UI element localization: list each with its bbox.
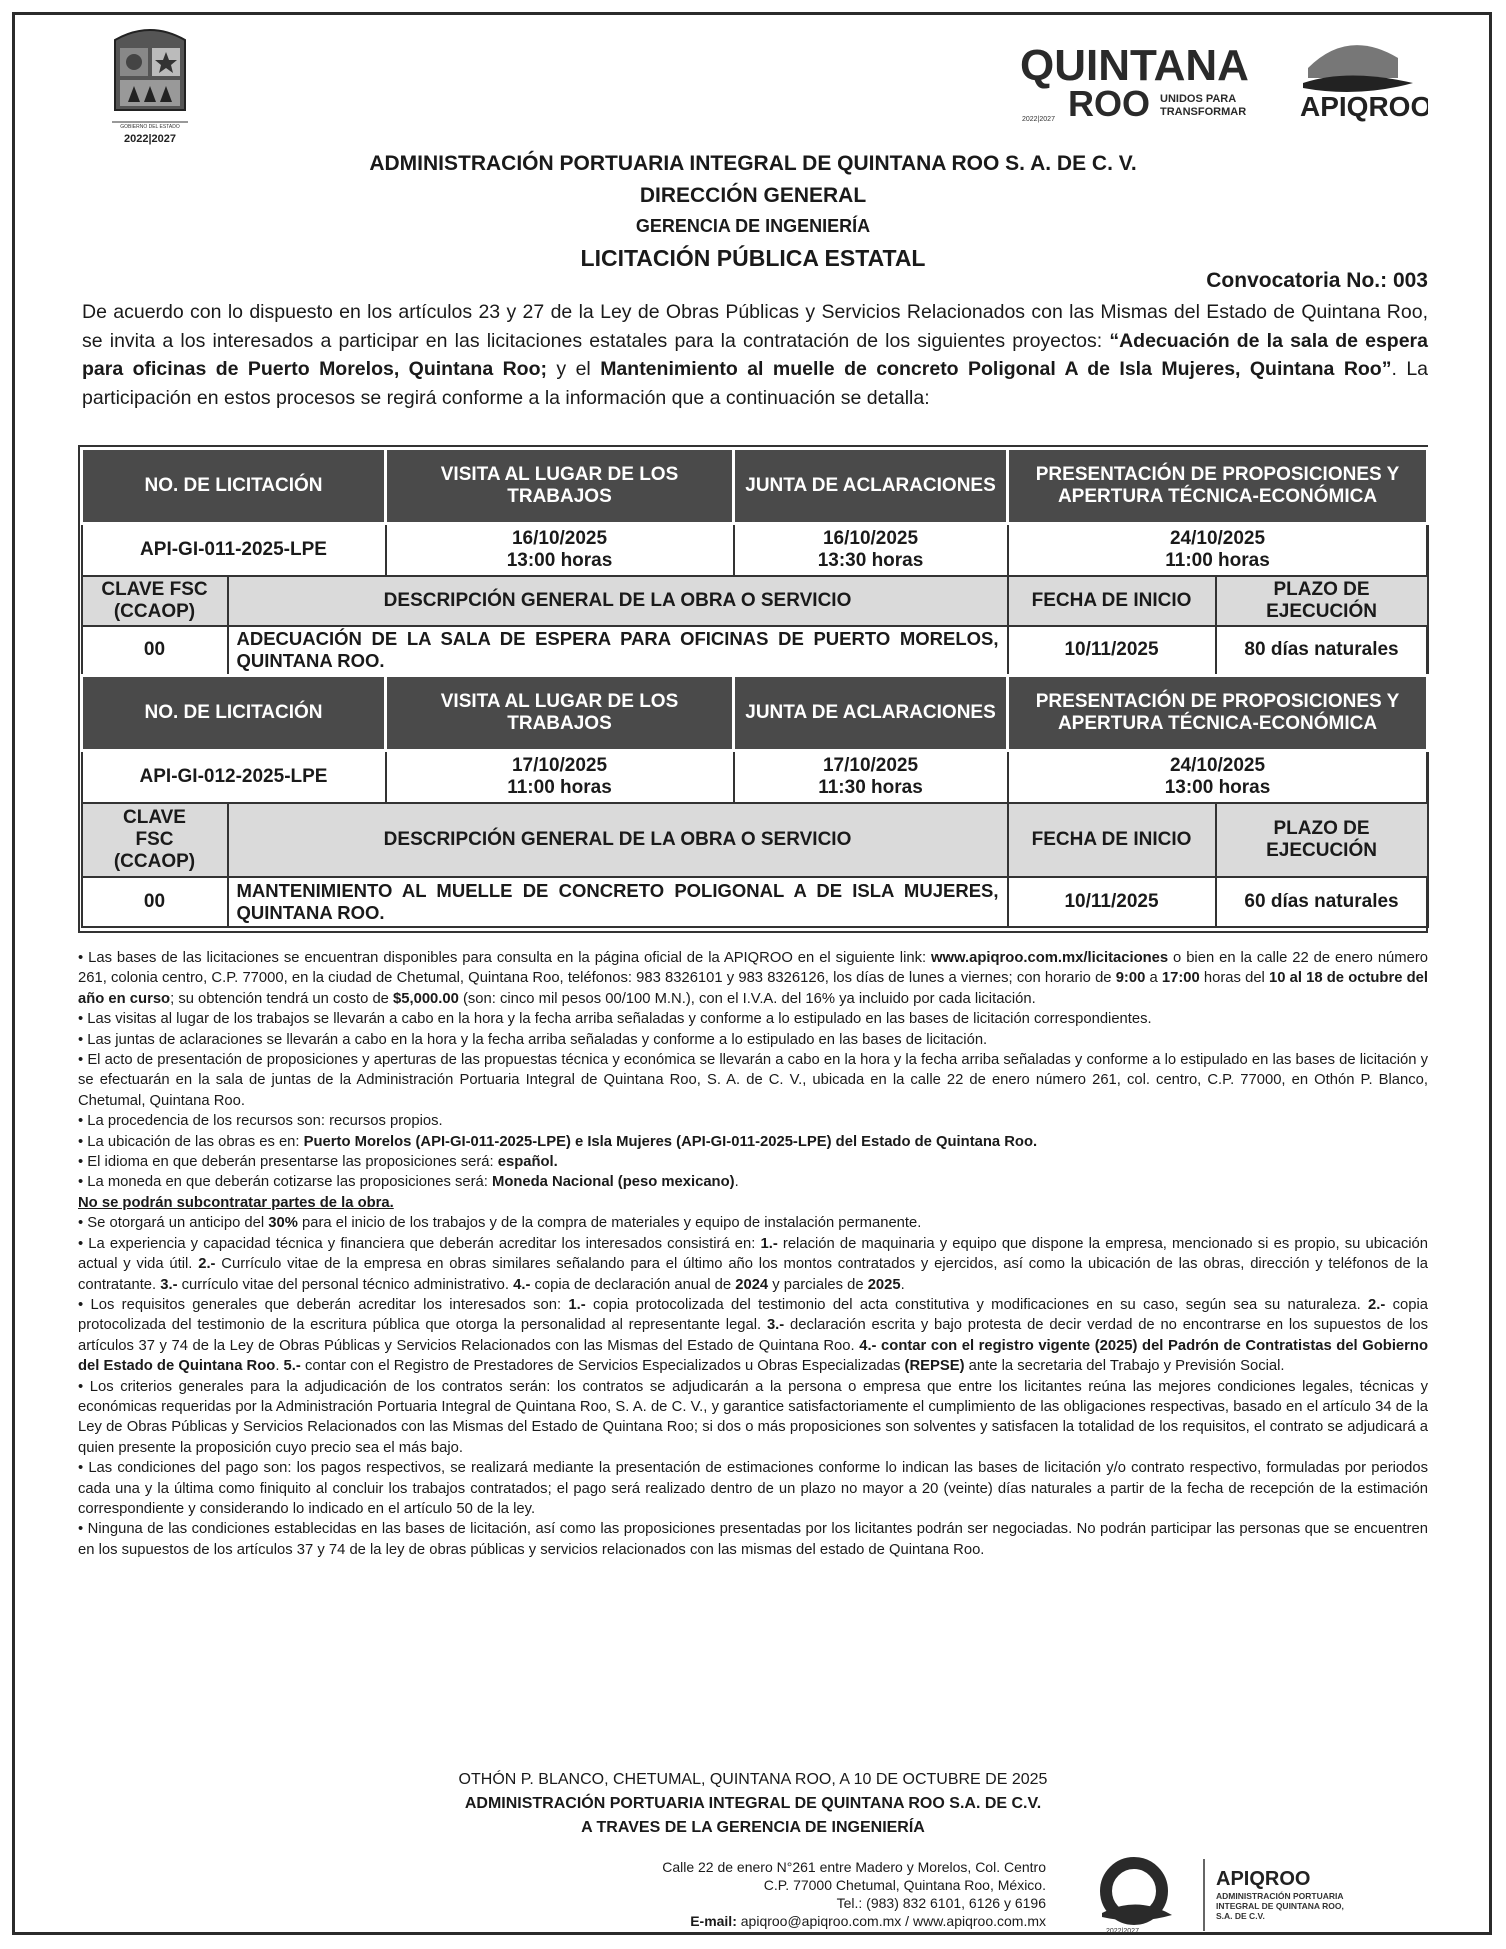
header-fecha-inicio: FECHA DE INICIO bbox=[1008, 576, 1216, 626]
junta-cell bbox=[734, 751, 1008, 803]
note-bold: 3.- bbox=[766, 1317, 785, 1334]
licitacion-number: API-GI-011-2025-LPE bbox=[82, 524, 386, 576]
note-bold: 2024 bbox=[735, 1276, 769, 1293]
email-label: E-mail: bbox=[690, 1913, 741, 1929]
clave-value: 00 bbox=[82, 626, 228, 676]
visita-fecha: 16/10/2025 bbox=[511, 527, 608, 549]
note-text: . bbox=[734, 1174, 739, 1191]
header-clave: CLAVE FSC (CCAOP) bbox=[82, 576, 228, 626]
note-subcontratar bbox=[78, 1193, 1428, 1213]
presentacion-fecha: 24/10/2025 bbox=[1169, 527, 1266, 549]
note-bold: Puerto Morelos (API-GI-011-2025-LPE) e Isla Mujeres (API-GI-011-2025-LPE) del Estado de Quintana Roo. bbox=[303, 1133, 1038, 1150]
note-bold: español. bbox=[497, 1154, 558, 1171]
fecha-inicio-value: 10/11/2025 bbox=[1008, 877, 1216, 927]
note-experiencia bbox=[78, 1234, 1428, 1295]
roo-wordmark: ROO bbox=[1068, 83, 1151, 124]
note-bold: (REPSE) bbox=[904, 1358, 965, 1375]
note-text: y parciales de bbox=[768, 1276, 868, 1293]
note-text: copia de declaración anual de bbox=[530, 1276, 736, 1293]
note-text: • La experiencia y capacidad técnica y financiera que deberán acreditar los interesados consistirá en: bbox=[78, 1235, 761, 1252]
note-bold: 30% bbox=[268, 1215, 298, 1232]
note-bold: $5,000.00 bbox=[393, 990, 459, 1007]
footer-via: A TRAVES DE LA GERENCIA DE INGENIERÍA bbox=[581, 1819, 925, 1836]
header-junta: JUNTA DE ACLARACIONES bbox=[734, 449, 1008, 524]
note-bold: 2.- bbox=[1368, 1296, 1386, 1313]
intro-paragraph bbox=[82, 298, 1428, 412]
note-text: contar con el Registro de Prestadores de Servicios Especializados u Obras Especializadas bbox=[300, 1358, 905, 1375]
header-plazo: PLAZO DE EJECUCIÓN bbox=[1216, 803, 1428, 877]
website-link[interactable]: www.apiqroo.com.mx bbox=[912, 1913, 1046, 1929]
note-text: ; su obtención tendrá un costo de bbox=[170, 990, 394, 1007]
table-subheader-row bbox=[82, 576, 1428, 626]
footer-logo-name: APIQROO bbox=[1216, 1868, 1311, 1890]
table-subheader-row bbox=[82, 803, 1428, 877]
header-presentacion: PRESENTACIÓN DE PROPOSICIONES Y APERTURA TÉCNICA-ECONÓMICA bbox=[1008, 676, 1428, 751]
junta-hora: 11:30 horas bbox=[818, 776, 923, 798]
table-header-row bbox=[82, 449, 1428, 524]
government-seal-logo bbox=[100, 18, 200, 148]
presentacion-cell bbox=[1008, 524, 1428, 576]
note-bold: 9:00 bbox=[1115, 970, 1146, 987]
note-text: a bbox=[1145, 970, 1162, 987]
seal-years: 2022|2027 bbox=[123, 133, 177, 145]
footer-logo-sub-2: INTEGRAL DE QUINTANA ROO, bbox=[1216, 1901, 1344, 1911]
quintana-roo-apiqroo-logos bbox=[1018, 28, 1428, 128]
note-text: • La ubicación de las obras es en: bbox=[78, 1133, 304, 1150]
table-row bbox=[82, 524, 1428, 576]
note-bold: 2.- bbox=[198, 1256, 216, 1273]
junta-fecha: 17/10/2025 bbox=[822, 754, 919, 776]
visita-fecha: 17/10/2025 bbox=[511, 754, 608, 776]
descripcion-value: MANTENIMIENTO AL MUELLE DE CONCRETO POLIGONAL A DE ISLA MUJERES, QUINTANA ROO. bbox=[228, 877, 1008, 927]
table-row bbox=[82, 626, 1428, 676]
intro-text-3: . La participación en estos procesos se regirá conforme a la información que a continuación se detalla: bbox=[82, 358, 1429, 409]
note-text: o bien en la calle 22 de enero número 261, colonia centro, C.P. 77000, en la ciudad de Chetumal, Quintana Roo, teléfonos: 983 8326101 y 983 8326126, los días de lunes a viernes; con horario de bbox=[78, 950, 1428, 987]
note-text: currículo vitae del personal técnico administrativo. bbox=[177, 1276, 514, 1293]
note-text: copia protocolizada del testimonio del acta constitutiva y modificaciones en su caso, según sea su naturaleza. bbox=[585, 1296, 1369, 1313]
presentacion-fecha: 24/10/2025 bbox=[1169, 754, 1266, 776]
header-junta: JUNTA DE ACLARACIONES bbox=[734, 676, 1008, 751]
note-idioma bbox=[78, 1152, 1428, 1172]
note-text: ante la secretaria del Trabajo y Previsión Social. bbox=[964, 1358, 1285, 1375]
note-ubicacion bbox=[78, 1132, 1428, 1152]
header-presentacion: PRESENTACIÓN DE PROPOSICIONES Y APERTURA TÉCNICA-ECONÓMICA bbox=[1008, 449, 1428, 524]
licitacion-title: LICITACIÓN PÚBLICA ESTATAL bbox=[580, 245, 926, 271]
separator: / bbox=[901, 1913, 913, 1929]
descripcion-value: ADECUACIÓN DE LA SALA DE ESPERA PARA OFICINAS DE PUERTO MORELOS, QUINTANA ROO. bbox=[228, 626, 1008, 676]
presentacion-hora: 11:00 horas bbox=[1165, 549, 1270, 571]
plazo-value: 60 días naturales bbox=[1216, 877, 1428, 927]
note-text: relación de maquinaria y equipo que dispone la empresa, mencionado si es propio, su ubicación actual y vida útil. bbox=[78, 1235, 1428, 1273]
note-moneda bbox=[78, 1172, 1428, 1192]
note-bold: 1.- bbox=[568, 1296, 586, 1313]
licitaciones-table bbox=[80, 447, 1429, 928]
table-row bbox=[82, 877, 1428, 927]
fecha-inicio-value: 10/11/2025 bbox=[1008, 626, 1216, 676]
note-text: • La moneda en que deberán cotizarse las proposiciones será: bbox=[78, 1174, 492, 1191]
junta-cell bbox=[734, 524, 1008, 576]
gerencia-title: GERENCIA DE INGENIERÍA bbox=[635, 216, 871, 236]
note-text: horas del bbox=[1199, 970, 1270, 987]
tagline-line-2: TRANSFORMAR bbox=[1160, 106, 1247, 118]
note-text: . bbox=[900, 1276, 905, 1293]
address-line-2: C.P. 77000 Chetumal, Quintana Roo, México. bbox=[763, 1877, 1046, 1893]
licitaciones-link: www.apiqroo.com.mx/licitaciones bbox=[931, 950, 1169, 966]
header-visita: VISITA AL LUGAR DE LOS TRABAJOS bbox=[386, 449, 734, 524]
address-line-1: Calle 22 de enero N°261 entre Madero y Morelos, Col. Centro bbox=[662, 1859, 1046, 1875]
note-bold: 1.- bbox=[760, 1235, 778, 1252]
email-line bbox=[662, 1912, 1046, 1930]
phone-line: Tel.: (983) 832 6101, 6126 y 6196 bbox=[836, 1895, 1046, 1911]
clave-value: 00 bbox=[82, 877, 228, 927]
note-negociacion: • Ninguna de las condiciones establecidas en las bases de licitación, así como las proposiciones presentadas por los licitantes podrán ser negociadas. No podrán participar las personas que se encuentren en los supuestos de los artículos 37 y 74 de la ley de obras públicas y servicios relacionados con las mismas del estado de Quintana Roo. bbox=[78, 1521, 1428, 1558]
footer-logo-sub-3: S.A. DE C.V. bbox=[1216, 1911, 1265, 1921]
note-text: • El idioma en que deberán presentarse las proposiciones será: bbox=[78, 1154, 498, 1171]
note-text: Currículo vitae de la empresa en obras similares señalando para el último año los montos contratados y ejercidos, así como la ubicación de las obras, dirección y teléfonos de la contratante. bbox=[78, 1256, 1429, 1293]
header-no-licitacion: NO. DE LICITACIÓN bbox=[82, 449, 386, 524]
note-bold: No se podrán subcontratar partes de la obra. bbox=[78, 1194, 394, 1211]
table-header-row bbox=[82, 676, 1428, 751]
table-row bbox=[82, 751, 1428, 803]
note-bases bbox=[78, 948, 1428, 1009]
intro-text-1: De acuerdo con lo dispuesto en los artículos 23 y 27 de la Ley de Obras Públicas y Servicios Relacionados con las Mismas del Estado de Quintana Roo, se invita a los interesados a participar en las licitaciones estatales para la contratación de los siguientes proyectos: bbox=[82, 301, 1428, 352]
seal-caption: GOBIERNO DEL ESTADO bbox=[120, 124, 180, 130]
note-text: . bbox=[275, 1358, 284, 1375]
contact-address bbox=[662, 1858, 1046, 1930]
note-bold: 17:00 bbox=[1161, 970, 1200, 987]
quintana-wordmark: QUINTANA bbox=[1020, 41, 1249, 90]
footer-org: ADMINISTRACIÓN PORTUARIA INTEGRAL DE QUINTANA ROO S.A. DE C.V. bbox=[464, 1795, 1042, 1812]
note-pago: • Las condiciones del pago son: los pagos respectivos, se realizará mediante la presentación de estimaciones conforme lo indican las bases de licitación y/o contrato respectivo, formuladas por periodos cada una y la última como finiquito al concluir los trabajos contratados; el pago será realizado dentro de un plazo no mayor a 20 (veinte) días naturales a partir de la fecha de recepción de la estimación correspondiente y considerando lo indicado en el artículo 50 de la ley. bbox=[78, 1460, 1428, 1517]
header-no-licitacion: NO. DE LICITACIÓN bbox=[82, 676, 386, 751]
conditions-notes bbox=[78, 948, 1428, 1560]
note-text: copia protocolizada del testimonio de la escritura pública que otorga la personalidad al representante legal. bbox=[78, 1296, 1428, 1334]
footer-logo-sub-1: ADMINISTRACIÓN PORTUARIA bbox=[1216, 1891, 1344, 1901]
header-plazo: PLAZO DE EJECUCIÓN bbox=[1216, 576, 1428, 626]
apiqroo-footer-logo bbox=[1092, 1855, 1422, 1935]
direccion-title: DIRECCIÓN GENERAL bbox=[639, 184, 867, 207]
intro-project-2: Mantenimiento al muelle de concreto Poligonal A de Isla Mujeres, Quintana Roo” bbox=[600, 358, 1392, 380]
note-text: declaración escrita y bajo protesta de decir verdad de no encontrarse en los supuestos de los artículos 37 y 74 de la Ley de Obras Públicas y Servicios Relacionados con las Mismas del Estado de Quintana Roo. bbox=[78, 1317, 1428, 1354]
footer-logo-years: 2022|2027 bbox=[1106, 1928, 1139, 1935]
intro-text-2: y el bbox=[547, 358, 601, 380]
note-recursos: • La procedencia de los recursos son: recursos propios. bbox=[78, 1113, 443, 1130]
header-fecha-inicio: FECHA DE INICIO bbox=[1008, 803, 1216, 877]
apiqroo-wordmark: APIQROO bbox=[1300, 91, 1428, 122]
note-bold: 2025 bbox=[867, 1276, 901, 1293]
header-descripcion: DESCRIPCIÓN GENERAL DE LA OBRA O SERVICIO bbox=[228, 803, 1008, 877]
note-criterios: • Los criterios generales para la adjudicación de los contratos serán: los contratos se adjudicarán a la persona o empresa que entre los licitantes reúna las mejores condiciones legales, técnicas y económicas requeridas por la Administración Portuaria Integral de Quintana Roo, S. A. de C. V., y garantice satisfactoriamente el cumplimiento de las obligaciones respectivas, basado en el artículo 34 de la Ley de Obras Públicas y Servicios Relacionados con las Mismas del Estado de Quintana Roo; si dos o más proposiciones son solventes y satisfacen la totalidad de los requisitos, el contrato se adjudicará a quien presente la proposición cuyo precio sea el más bajo. bbox=[78, 1378, 1428, 1456]
note-text: para el inicio de los trabajos y de la compra de materiales y equipo de instalación permanente. bbox=[297, 1215, 922, 1232]
plazo-value: 80 días naturales bbox=[1216, 626, 1428, 676]
licitacion-number: API-GI-012-2025-LPE bbox=[82, 751, 386, 803]
header-visita: VISITA AL LUGAR DE LOS TRABAJOS bbox=[386, 676, 734, 751]
note-text: • Se otorgará un anticipo del bbox=[78, 1215, 269, 1232]
note-text: • Las bases de las licitaciones se encuentran disponibles para consulta en la página oficial de la APIQROO en el siguiente link: bbox=[78, 950, 932, 966]
org-title: ADMINISTRACIÓN PORTUARIA INTEGRAL DE QUINTANA ROO S. A. DE C. V. bbox=[369, 152, 1137, 175]
note-requisitos bbox=[78, 1295, 1428, 1377]
note-bold: 5.- bbox=[283, 1358, 301, 1375]
visita-cell bbox=[386, 524, 734, 576]
note-bold: 10 al 18 de octubre del año en curso bbox=[78, 970, 1429, 1007]
convocatoria-number: Convocatoria No.: 003 bbox=[1206, 269, 1428, 292]
junta-hora: 13:30 horas bbox=[817, 549, 924, 571]
presentacion-cell bbox=[1008, 751, 1428, 803]
note-juntas: • Las juntas de aclaraciones se llevarán a cabo en la hora y la fecha arriba señaladas y conforme a lo estipulado en las bases de licitación. bbox=[78, 1031, 988, 1048]
note-bold: 4.- bbox=[513, 1276, 531, 1293]
header-descripcion: DESCRIPCIÓN GENERAL DE LA OBRA O SERVICIO bbox=[228, 576, 1008, 626]
note-text: • Los requisitos generales que deberán acreditar los interesados son: bbox=[78, 1296, 569, 1313]
note-bold: Moneda Nacional (peso mexicano) bbox=[492, 1174, 735, 1191]
intro-project-1: “Adecuación de la sala de espera para oficinas de Puerto Morelos, Quintana Roo; bbox=[82, 329, 1428, 380]
note-visitas: • Las visitas al lugar de los trabajos se llevarán a cabo en la hora y la fecha arriba señaladas y conforme a lo estipulado en las bases de licitación correspondientes. bbox=[78, 1011, 1152, 1028]
visita-cell bbox=[386, 751, 734, 803]
visita-hora: 11:00 horas bbox=[507, 776, 612, 798]
presentacion-hora: 13:00 horas bbox=[1164, 776, 1271, 798]
tagline-line-1: UNIDOS PARA bbox=[1160, 93, 1237, 105]
place-date: OTHÓN P. BLANCO, CHETUMAL, QUINTANA ROO, A 10 DE OCTUBRE DE 2025 bbox=[458, 1771, 1048, 1788]
note-bold: 4.- contar con el registro vigente (2025) del Padrón de Contratistas del Gobierno del Estado de Quintana Roo bbox=[78, 1337, 1428, 1375]
note-presentacion: • El acto de presentación de proposiciones y aperturas de las propuestas técnica y económica se llevarán a cabo en la hora y la fecha arriba señaladas y conforme a lo estipulado en las bases de licitación y se efectuarán en la sala de juntas de la Administración Portuaria Integral de Quintana Roo, S. A. de C. V., ubicada en la calle 22 de enero número 261, col. centro, C.P. 77000, en Othón P. Blanco, Chetumal, Quintana Roo. bbox=[78, 1052, 1428, 1109]
header-clave: CLAVE FSC (CCAOP) bbox=[82, 803, 228, 877]
visita-hora: 13:00 horas bbox=[506, 549, 613, 571]
junta-fecha: 16/10/2025 bbox=[822, 527, 919, 549]
email-link[interactable]: apiqroo@apiqroo.com.mx bbox=[740, 1913, 902, 1929]
note-bold: 3.- bbox=[160, 1276, 178, 1293]
note-text: (son: cinco mil pesos 00/100 M.N.), con el I.V.A. del 16% ya incluido por cada licitación. bbox=[458, 990, 1036, 1007]
note-anticipo bbox=[78, 1213, 1428, 1233]
quintana-years: 2022|2027 bbox=[1022, 116, 1055, 123]
